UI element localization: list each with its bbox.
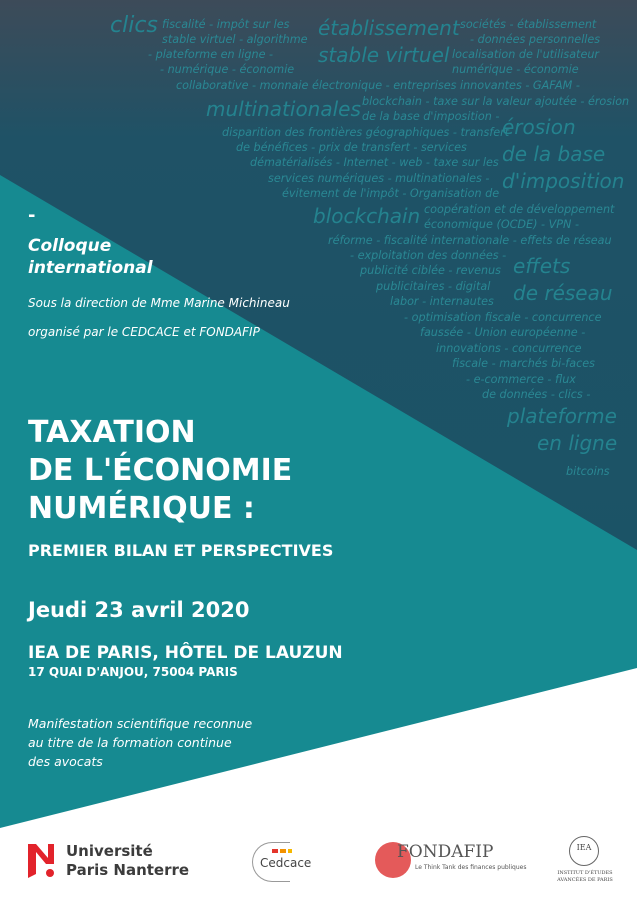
event-type-line1: Colloque: [28, 236, 112, 256]
cloud-line: collaborative - monnaie électronique - entreprises innovantes - GAFAM -: [176, 79, 580, 92]
cloud-line: publicitaires - digital: [376, 280, 491, 293]
event-type-line2: international: [28, 258, 153, 278]
cloud-line: fiscalité - impôt sur les: [162, 18, 290, 31]
cloud-line: localisation de l'utilisateur: [452, 48, 600, 61]
cloud-line: - données personnelles: [470, 33, 601, 46]
cloud-line: coopération et de développement: [424, 203, 615, 216]
cloud-line: de données - clics -: [482, 388, 591, 401]
cloud-line: services numériques - multinationales -: [268, 172, 490, 185]
note-line3: des avocats: [28, 754, 103, 769]
logo-cedcace: Cedcace: [252, 842, 342, 882]
cloud-big: en ligne: [537, 431, 618, 455]
cloud-big: de réseau: [513, 281, 613, 305]
dash: -: [28, 205, 36, 226]
cloud-line: numérique - économie: [452, 63, 579, 76]
cloud-big: blockchain: [313, 204, 421, 228]
cloud-line: - optimisation fiscale - concurrence: [404, 311, 602, 324]
venue: IEA DE PARIS, HÔTEL DE LAUZUN: [28, 643, 343, 663]
logo-fondafip: FONDAFIP Le Think Tank des finances publiques: [375, 840, 515, 882]
cloud-line: stable virtuel - algorithme: [162, 33, 308, 46]
note-line2: au titre de la formation continue: [28, 735, 232, 750]
organizers: organisé par le CEDCACE et FONDAFIP: [28, 325, 260, 339]
title-line2: DE L'ÉCONOMIE: [28, 453, 293, 488]
cloud-line: - numérique - économie: [160, 63, 295, 76]
note-line1: Manifestation scientifique reconnue: [28, 716, 253, 731]
cloud-line: de la base d'imposition -: [362, 110, 500, 123]
cloud-big: plateforme: [507, 404, 617, 428]
title-line1: TAXATION: [28, 415, 196, 450]
cloud-line: économique (OCDE) - VPN -: [424, 218, 579, 231]
cloud-line: - e-commerce - flux: [466, 373, 576, 386]
cloud-line: bitcoins: [566, 465, 610, 478]
cloud-big: clics: [110, 13, 158, 38]
cloud-line: - exploitation des données -: [350, 249, 507, 262]
cloud-line: évitement de l'impôt - Organisation de: [282, 187, 500, 200]
cloud-line: fiscale - marchés bi-faces: [452, 357, 595, 370]
title-line3: NUMÉRIQUE :: [28, 491, 255, 526]
logo-universite-paris-nanterre: Université Paris Nanterre: [28, 842, 198, 882]
cloud-line: publicité ciblée - revenus: [360, 264, 501, 277]
cloud-line: sociétés - établissement: [460, 18, 597, 31]
cloud-big: stable virtuel: [318, 43, 450, 67]
subtitle: PREMIER BILAN ET PERSPECTIVES: [28, 541, 334, 560]
cloud-line: dématérialisés - Internet - web - taxe sur les: [250, 156, 499, 169]
cloud-line: blockchain - taxe sur la valeur ajoutée - érosion: [362, 95, 630, 108]
address: 17 QUAI D'ANJOU, 75004 PARIS: [28, 665, 238, 679]
cloud-line: réforme - fiscalité internationale - effets de réseau: [328, 234, 612, 247]
nanterre-mark-icon: [28, 844, 60, 880]
cloud-big: effets: [513, 254, 571, 278]
direction: Sous la direction de Mme Marine Michineau: [28, 296, 290, 310]
cloud-line: innovations - concurrence: [436, 342, 582, 355]
cloud-big: de la base: [502, 142, 606, 166]
cloud-big: d'imposition: [502, 169, 625, 193]
cloud-big: érosion: [502, 115, 576, 139]
cloud-big: établissement: [318, 16, 460, 40]
cloud-line: disparition des frontières géographiques - transfert: [222, 126, 510, 139]
cloud-line: faussée - Union européenne -: [420, 326, 586, 339]
cloud-big: multinationales: [206, 97, 361, 121]
cloud-line: - plateforme en ligne -: [148, 48, 274, 61]
event-date: Jeudi 23 avril 2020: [28, 598, 250, 622]
cloud-line: labor - internautes: [390, 295, 494, 308]
logo-iea-paris: IEA INSTITUT D'ÉTUDES AVANCÉES DE PARIS: [560, 836, 610, 892]
cloud-line: de bénéfices - prix de transfert - services: [236, 141, 467, 154]
